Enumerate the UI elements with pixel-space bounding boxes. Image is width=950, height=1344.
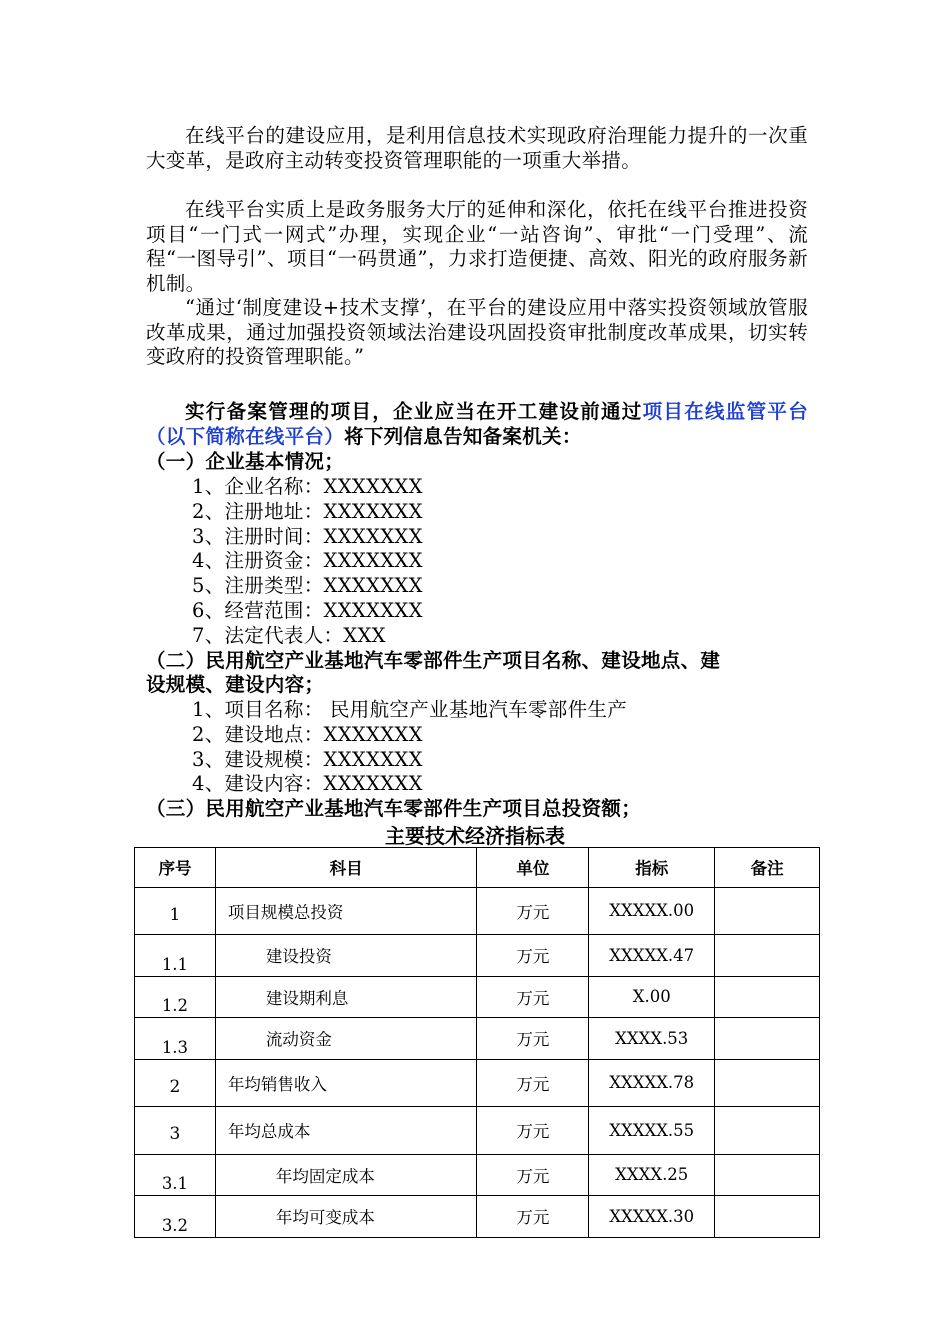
row-unit: 万元 <box>477 1107 589 1155</box>
list-item: 2、建设地点：XXXXXXX <box>192 723 423 746</box>
section3-heading: （三）民用航空产业基地汽车零部件生产项目总投资额； <box>146 797 642 820</box>
row-unit: 万元 <box>477 1196 589 1238</box>
row-note <box>715 935 820 977</box>
row-item: 建设期利息 <box>215 976 477 1018</box>
header-item: 科目 <box>215 848 477 888</box>
row-no: 1.3 <box>135 1018 216 1060</box>
row-no: 3.2 <box>135 1196 216 1238</box>
notice-suffix: 将下列信息告知备案机关： <box>344 424 582 448</box>
list-item: 3、注册时间：XXXXXXX <box>192 525 423 548</box>
row-no: 1.1 <box>135 935 216 977</box>
table-row <box>135 1196 820 1238</box>
row-item: 流动资金 <box>215 1018 477 1060</box>
row-unit: 万元 <box>477 1154 589 1196</box>
row-item: 项目规模总投资 <box>215 887 477 935</box>
table-title: 主要技术经济指标表 <box>385 824 565 848</box>
row-value: X.00 <box>589 976 715 1018</box>
row-value: XXXXX.00 <box>589 887 715 935</box>
list-item: 4、建设内容：XXXXXXX <box>192 772 423 795</box>
online-platform-link[interactable]: 项目在线监管平台（以下简称在线平台） <box>146 400 808 448</box>
row-item: 年均销售收入 <box>215 1059 477 1107</box>
row-value: XXXX.53 <box>589 1018 715 1060</box>
row-note <box>715 887 820 935</box>
row-no: 3.1 <box>135 1154 216 1196</box>
table-row <box>135 1059 820 1107</box>
intro-paragraph-3: “通过‘制度建设+技术支撑’，在平台的建设应用中落实投资领域放管服改革成果，通过加强投资领域法治建设巩固投资审批制度改革成果，切实转变政府的投资管理职能。” <box>146 296 808 368</box>
header-note: 备注 <box>715 848 820 888</box>
intro-paragraph-1: 在线平台的建设应用，是利用信息技术实现政府治理能力提升的一次重大变革，是政府主动转变投资管理职能的一项重大举措。 <box>146 124 808 172</box>
section1-heading: （一）企业基本情况； <box>146 450 345 473</box>
row-value: XXXX.25 <box>589 1154 715 1196</box>
row-note <box>715 976 820 1018</box>
row-unit: 万元 <box>477 976 589 1018</box>
row-value: XXXXX.55 <box>589 1107 715 1155</box>
list-item: 6、经营范围：XXXXXXX <box>192 599 423 622</box>
list-item: 3、建设规模：XXXXXXX <box>192 748 423 771</box>
header-no: 序号 <box>135 848 216 888</box>
row-no: 3 <box>135 1107 216 1155</box>
notice-paragraph <box>146 400 808 449</box>
row-item: 建设投资 <box>215 935 477 977</box>
header-value: 指标 <box>589 848 715 888</box>
row-unit: 万元 <box>477 887 589 935</box>
list-item: 4、注册资金：XXXXXXX <box>192 549 423 572</box>
row-item: 年均总成本 <box>215 1107 477 1155</box>
table-header-row <box>135 848 820 888</box>
row-note <box>715 1107 820 1155</box>
row-unit: 万元 <box>477 935 589 977</box>
table-row <box>135 1154 820 1196</box>
row-no: 2 <box>135 1059 216 1107</box>
row-unit: 万元 <box>477 1059 589 1107</box>
row-item: 年均固定成本 <box>215 1154 477 1196</box>
row-unit: 万元 <box>477 1018 589 1060</box>
notice-prefix: 实行备案管理的项目，企业应当在开工建设前通过 <box>185 400 643 423</box>
table-row <box>135 976 820 1018</box>
header-unit: 单位 <box>477 848 589 888</box>
table-row <box>135 935 820 977</box>
row-note <box>715 1059 820 1107</box>
section2-heading-line1: （二）民用航空产业基地汽车零部件生产项目名称、建设地点、建 <box>146 649 721 672</box>
list-item: 1、企业名称：XXXXXXX <box>192 475 423 498</box>
row-no: 1.2 <box>135 976 216 1018</box>
row-note <box>715 1018 820 1060</box>
table-row <box>135 1018 820 1060</box>
table-row <box>135 887 820 935</box>
row-value: XXXXX.30 <box>589 1196 715 1238</box>
row-note <box>715 1196 820 1238</box>
row-value: XXXXX.47 <box>589 935 715 977</box>
row-item: 年均可变成本 <box>215 1196 477 1238</box>
row-note <box>715 1154 820 1196</box>
list-item: 5、注册类型：XXXXXXX <box>192 574 423 597</box>
list-item: 7、法定代表人：XXX <box>192 624 386 647</box>
list-item: 2、注册地址：XXXXXXX <box>192 500 423 523</box>
section2-heading-line2: 设规模、建设内容； <box>146 673 325 696</box>
indicators-table <box>134 847 820 1238</box>
intro-paragraph-2: 在线平台实质上是政务服务大厅的延伸和深化，依托在线平台推进投资项目“一门式一网式”办理，实现企业“一站咨询”、审批“一门受理”、流程“一图导引”、项目“一码贯通”，力求打造便捷、高效、阳光的政府服务新机制。 <box>146 198 808 295</box>
row-no: 1 <box>135 887 216 935</box>
row-value: XXXXX.78 <box>589 1059 715 1107</box>
table-row <box>135 1107 820 1155</box>
list-item: 1、项目名称： 民用航空产业基地汽车零部件生产 <box>192 698 628 721</box>
